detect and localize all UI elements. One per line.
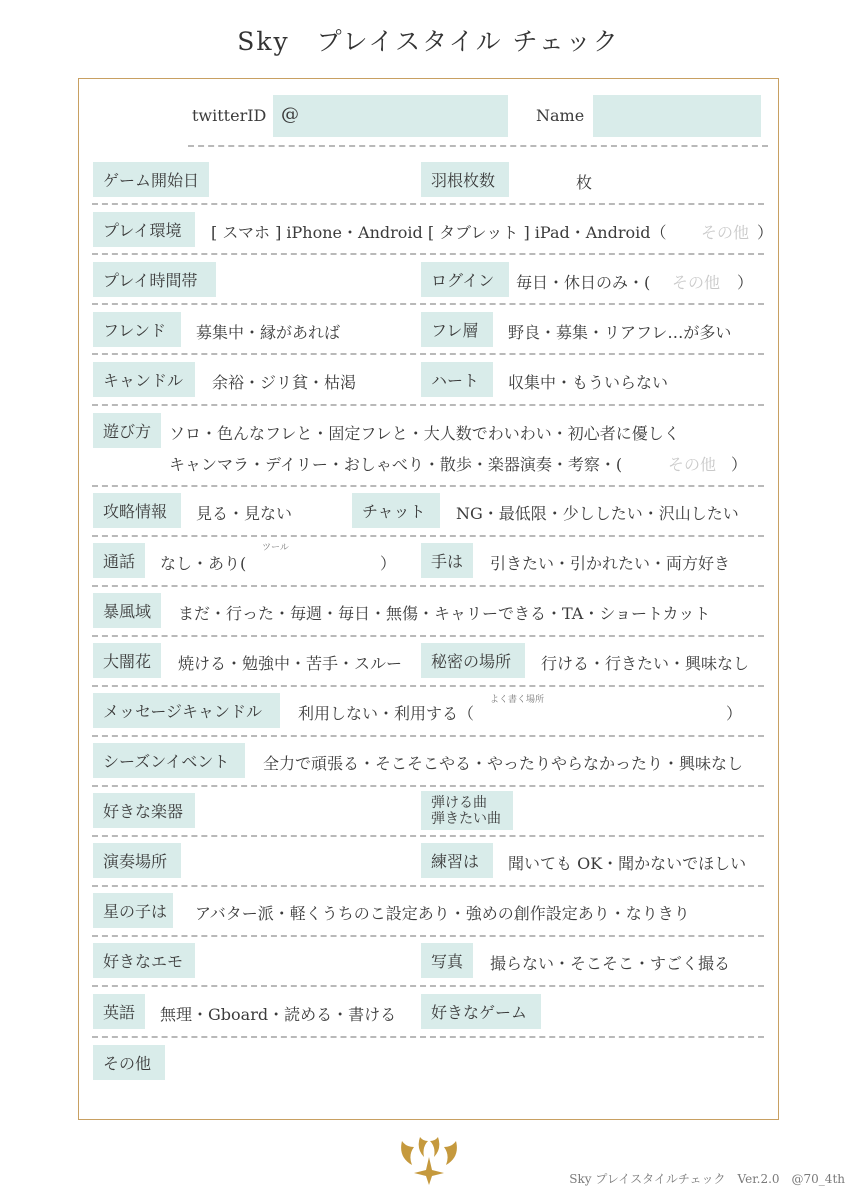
login-label: ログイン: [421, 262, 509, 297]
friend-options: 募集中・縁があれば: [196, 323, 341, 342]
heart-label: ハート: [421, 362, 493, 397]
favorite-emote-label: 好きなエモ: [93, 943, 195, 978]
favorite-game-label: 好きなゲーム: [421, 994, 541, 1029]
favorite-instrument-label: 好きな楽器: [93, 793, 195, 828]
friend-label: フレンド: [93, 312, 181, 347]
twitter-id-label: twitterID: [192, 106, 267, 125]
divider: [92, 203, 764, 205]
divider: [92, 535, 764, 537]
sky-logo-icon: [396, 1135, 462, 1185]
guide-info-label: 攻略情報: [93, 493, 181, 528]
candle-label: キャンドル: [93, 362, 195, 397]
message-candle-ruby: よく書く場所: [490, 695, 545, 705]
message-candle-options: 利用しない・利用する（: [298, 704, 475, 723]
divider: [92, 635, 764, 637]
play-env-options: [ スマホ ] iPhone・Android [ タブレット ] iPad・Android（: [211, 223, 667, 242]
dark-flower-label: 大闇花: [93, 643, 161, 678]
divider: [92, 885, 764, 887]
play-env-close: ）: [757, 223, 774, 242]
page-title: Sky プレイスタイル チェック: [237, 27, 620, 56]
twitter-id-field[interactable]: [273, 95, 508, 137]
divider: [92, 835, 764, 837]
guide-info-options: 見る・見ない: [196, 504, 293, 523]
hand-label: 手は: [421, 543, 473, 578]
storm-label: 暴風域: [93, 593, 161, 628]
photo-options: 撮らない・そこそこ・すごく撮る: [490, 954, 731, 973]
divider: [92, 585, 764, 587]
season-event-options: 全力で頑張る・そこそこやる・やったりやらなかったり・興味なし: [263, 754, 744, 773]
start-date-label: ゲーム開始日: [93, 162, 209, 197]
storm-options: まだ・行った・毎週・毎日・無傷・キャリーできる・TA・ショートカット: [178, 604, 711, 623]
divider: [92, 404, 764, 406]
footer-credit: Sky プレイスタイルチェック Ver.2.0 @70_4th: [569, 1172, 845, 1186]
play-env-other: その他: [701, 223, 750, 242]
name-label: Name: [536, 106, 585, 125]
divider: [188, 145, 768, 147]
play-env-label: プレイ環境: [93, 212, 195, 247]
divider: [92, 303, 764, 305]
voice-call-label: 通話: [93, 543, 145, 578]
chat-label: チャット: [352, 493, 440, 528]
voice-call-close: ）: [380, 554, 397, 573]
play-time-label: プレイ時間帯: [93, 262, 216, 297]
voice-call-options: なし・あり(: [160, 554, 247, 573]
divider: [92, 353, 764, 355]
dark-flower-options: 焼ける・勉強中・苦手・スルー: [178, 654, 403, 673]
divider: [92, 735, 764, 737]
secret-area-options: 行ける・行きたい・興味なし: [541, 654, 750, 673]
performance-venue-label: 演奏場所: [93, 843, 181, 878]
wings-unit: 枚: [576, 173, 593, 192]
divider: [92, 685, 764, 687]
divider: [92, 485, 764, 487]
play-style-label: 遊び方: [93, 413, 161, 448]
candle-options: 余裕・ジリ貧・枯渇: [212, 373, 357, 392]
sky-child-options: アバター派・軽くうちのこ設定あり・強めの創作設定あり・なりきり: [195, 904, 690, 923]
other-label: その他: [93, 1045, 165, 1080]
friend-layer-label: フレ層: [421, 312, 493, 347]
songs-label-line1: 弾ける曲: [431, 794, 487, 811]
divider: [92, 253, 764, 255]
message-candle-close: ）: [726, 704, 743, 723]
play-style-options-line1: ソロ・色んなフレと・固定フレと・大人数でわいわい・初心者に優しく: [169, 424, 680, 443]
english-options: 無理・Gboard・読める・書ける: [160, 1005, 397, 1024]
wings-label: 羽根枚数: [421, 162, 509, 197]
season-event-label: シーズンイベント: [93, 743, 245, 778]
divider: [92, 985, 764, 987]
divider: [92, 785, 764, 787]
twitter-at-sign: @: [281, 104, 299, 125]
login-options: 毎日・休日のみ・(: [516, 273, 651, 292]
hand-options: 引きたい・引かれたい・両方好き: [490, 554, 731, 573]
heart-options: 収集中・もういらない: [508, 373, 669, 392]
practice-options: 聞いても OK・聞かないでほしい: [508, 854, 747, 873]
secret-area-label: 秘密の場所: [421, 643, 525, 678]
english-label: 英語: [93, 994, 145, 1029]
practice-label: 練習は: [421, 843, 493, 878]
songs-label: [421, 791, 513, 830]
login-close: ）: [737, 273, 754, 292]
voice-call-ruby: ツール: [262, 543, 289, 553]
play-style-options-line2: キャンマラ・デイリー・おしゃべり・散歩・楽器演奏・考察・(: [169, 455, 623, 474]
chat-options: NG・最低限・少ししたい・沢山したい: [456, 504, 739, 523]
photo-label: 写真: [421, 943, 473, 978]
message-candle-label: メッセージキャンドル: [93, 693, 280, 728]
name-field[interactable]: [593, 95, 761, 137]
divider: [92, 935, 764, 937]
login-other: その他: [672, 273, 721, 292]
divider: [92, 1036, 764, 1038]
play-style-close: ）: [731, 455, 748, 474]
songs-label-line2: 弾きたい曲: [431, 810, 501, 827]
sky-child-label: 星の子は: [93, 893, 173, 928]
play-style-other: その他: [668, 455, 717, 474]
friend-layer-options: 野良・募集・リアフレ…が多い: [508, 323, 732, 342]
